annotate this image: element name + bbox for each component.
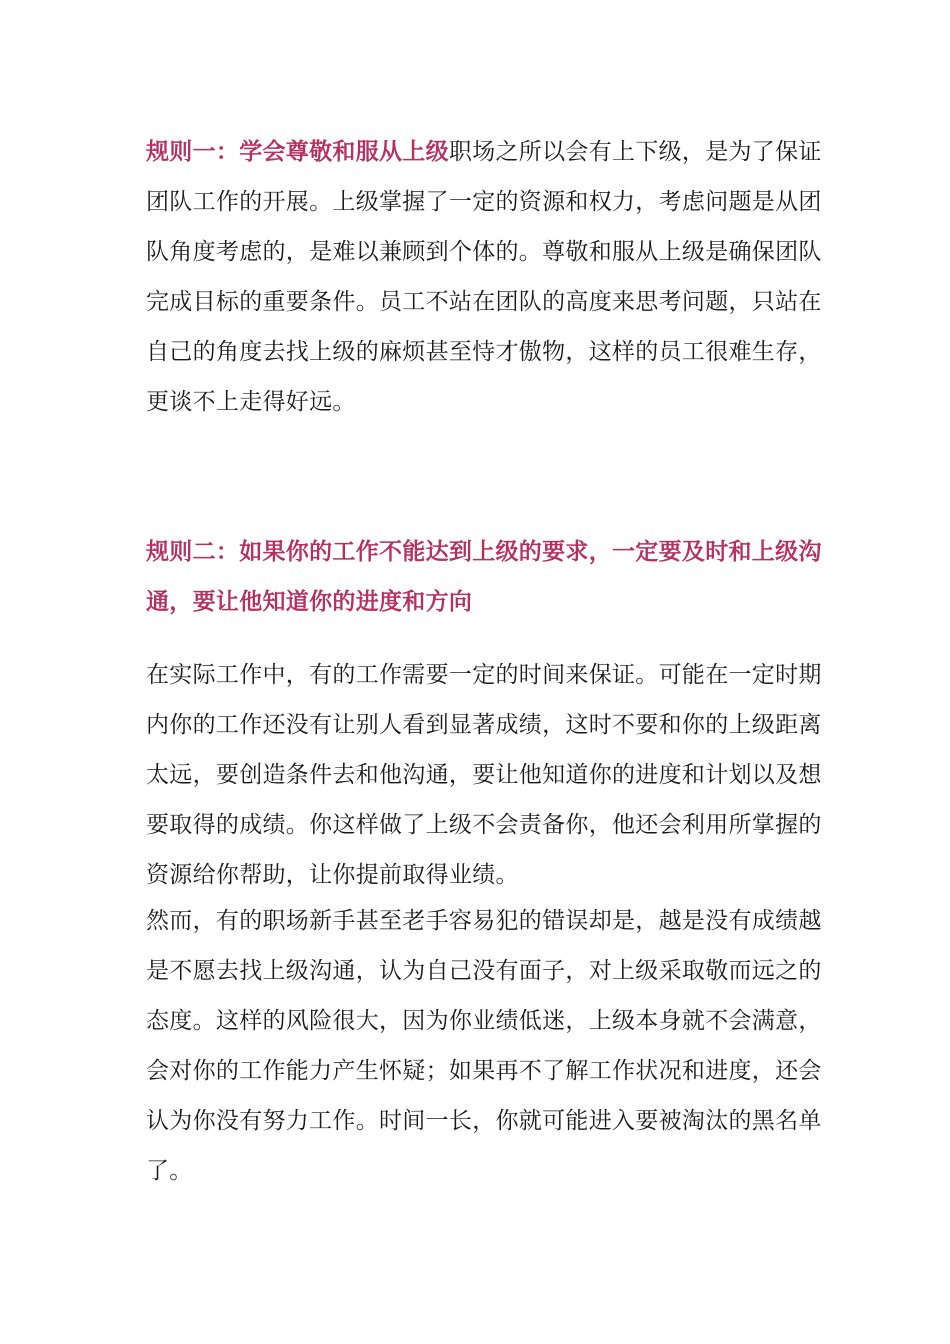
paragraph-line: 内你的工作还没有让别人看到显著成绩，这时不要和你的上级距离 xyxy=(146,712,822,738)
paragraph-line: 态度。这样的风险很大，因为你业绩低迷，上级本身就不会满意， xyxy=(146,1008,822,1034)
rule2-heading xyxy=(146,527,822,627)
rule1-line-text: 职场之所以会有上下级，是为了保证 xyxy=(448,139,822,165)
paragraph-line: 要取得的成绩。你这样做了上级不会责备你，他还会利用所掌握的 xyxy=(146,812,822,838)
paragraph-line xyxy=(146,127,822,177)
rule2-paragraph-2 xyxy=(146,896,822,1196)
heading-line: 通，要让他知道你的进度和方向 xyxy=(146,588,473,615)
paragraph-line: 更谈不上走得好远。 xyxy=(146,389,356,415)
paragraph-line: 然而，有的职场新手甚至老手容易犯的错误却是，越是没有成绩越 xyxy=(146,908,822,934)
paragraph-line: 团队工作的开展。上级掌握了一定的资源和权力，考虑问题是从团 xyxy=(146,189,822,215)
rule2-paragraph-1 xyxy=(146,650,822,900)
paragraph-line: 太远，要创造条件去和他沟通，要让他知道你的进度和计划以及想 xyxy=(146,762,822,788)
rule1-title: 规则一：学会尊敬和服从上级 xyxy=(146,138,449,165)
heading-line: 规则二：如果你的工作不能达到上级的要求，一定要及时和上级沟 xyxy=(146,538,822,565)
paragraph-line: 是不愿去找上级沟通，认为自己没有面子，对上级采取敬而远之的 xyxy=(146,958,822,984)
paragraph-line: 完成目标的重要条件。员工不站在团队的高度来思考问题，只站在 xyxy=(146,289,822,315)
paragraph-line: 队角度考虑的，是难以兼顾到个体的。尊敬和服从上级是确保团队 xyxy=(146,239,822,265)
rule1-paragraph xyxy=(146,127,822,427)
paragraph-line: 了。 xyxy=(146,1158,193,1184)
paragraph-line: 认为你没有努力工作。时间一长，你就可能进入要被淘汰的黑名单 xyxy=(146,1108,822,1134)
paragraph-line: 资源给你帮助，让你提前取得业绩。 xyxy=(146,862,519,888)
paragraph-line: 自己的角度去找上级的麻烦甚至恃才傲物，这样的员工很难生存， xyxy=(146,339,822,365)
paragraph-line: 会对你的工作能力产生怀疑；如果再不了解工作状况和进度，还会 xyxy=(146,1058,822,1084)
paragraph-line: 在实际工作中，有的工作需要一定的时间来保证。可能在一定时期 xyxy=(146,662,822,688)
